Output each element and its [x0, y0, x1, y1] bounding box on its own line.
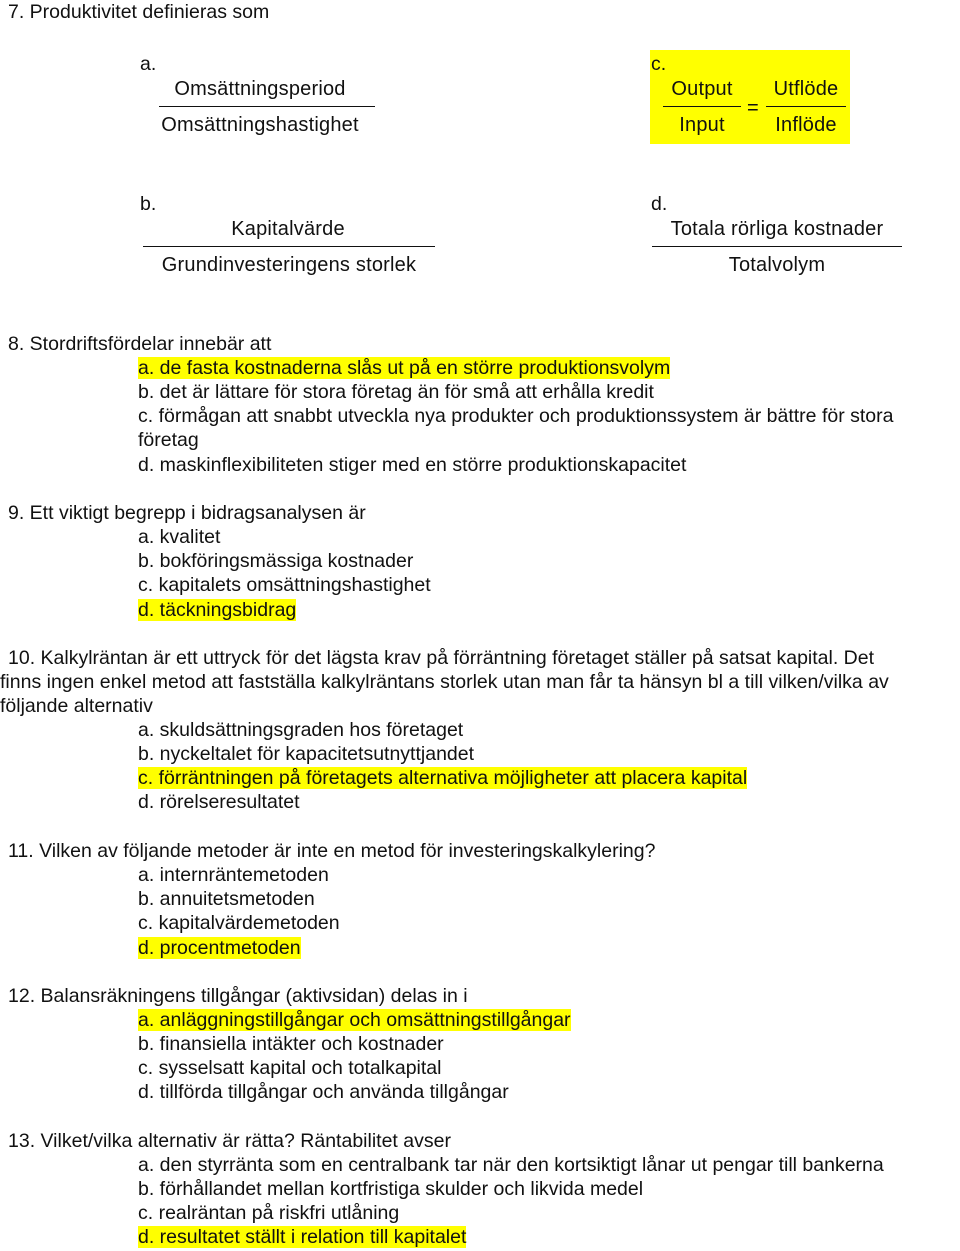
q7-stem: 7. Produktivitet definieras som	[8, 1, 270, 23]
q10-stem-line-1: 10. Kalkylräntan är ett uttryck för det lägsta krav på förräntning företaget ställer på satsat kapital. Det	[8, 647, 875, 669]
q8-option-b: b. det är lättare för stora företag än för små att erhålla kredit	[138, 381, 654, 403]
fraction-bar	[652, 246, 902, 247]
q13-option-c: c. realräntan på riskfri utlåning	[138, 1202, 400, 1224]
q7-b-numerator: Kapitalvärde	[231, 218, 345, 240]
q10-stem-line-3: följande alternativ	[0, 695, 153, 717]
q13-option-a: a. den styrränta som en centralbank tar när den kortsiktigt lånar ut pengar till bankerna	[138, 1154, 884, 1176]
q11-option-a: a. internräntemetoden	[138, 864, 329, 886]
q13-option-d	[138, 1225, 466, 1249]
q8-stem: 8. Stordriftsfördelar innebär att	[8, 333, 272, 355]
answer-highlight: d. procentmetoden	[138, 937, 301, 959]
q12-option-c: c. sysselsatt kapital och totalkapital	[138, 1057, 442, 1079]
fraction-bar	[766, 106, 846, 107]
q7-option-a-label: a.	[140, 53, 157, 75]
q10-option-c	[138, 766, 747, 790]
fraction-bar	[159, 106, 375, 107]
q13-option-b: b. förhållandet mellan kortfristiga skulder och likvida medel	[138, 1178, 644, 1200]
q7-option-a-fraction	[143, 74, 377, 140]
q11-option-c: c. kapitalvärdemetoden	[138, 912, 340, 934]
q9-option-a: a. kvalitet	[138, 526, 221, 548]
answer-highlight: a. de fasta kostnaderna slås ut på en större produktionsvolym	[138, 357, 671, 379]
q10-option-d: d. rörelseresultatet	[138, 791, 300, 813]
q9-option-c: c. kapitalets omsättningshastighet	[138, 574, 431, 596]
q13-stem: 13. Vilket/vilka alternativ är rätta? Räntabilitet avser	[8, 1130, 451, 1152]
q7-option-b-label: b.	[140, 193, 157, 215]
q8-option-c: c. förmågan att snabbt utveckla nya produkter och produktionssystem är bättre för stora	[138, 405, 894, 427]
answer-highlight: a. anläggningstillgångar och omsättningstillgångar	[138, 1009, 571, 1031]
q7-option-c-label: c.	[651, 53, 667, 75]
q7-c-denominator-2: Inflöde	[775, 114, 837, 136]
q7-b-denominator: Grundinvesteringens storlek	[161, 254, 417, 276]
q11-stem: 11. Vilken av följande metoder är inte en metod för investeringskalkylering?	[8, 840, 656, 862]
answer-highlight: d. resultatet ställt i relation till kapitalet	[138, 1226, 467, 1248]
q7-option-c-fraction-2	[766, 74, 846, 140]
q9-option-b: b. bokföringsmässiga kostnader	[138, 550, 414, 572]
q7-d-denominator: Totalvolym	[728, 254, 826, 276]
q9-stem: 9. Ett viktigt begrepp i bidragsanalysen är	[8, 502, 366, 524]
q7-option-c-fraction-1	[663, 74, 741, 140]
q10-stem-line-2: finns ingen enkel metod att fastställa kalkylräntans storlek utan man får ta hänsyn bl a till vilken/vilka av	[0, 671, 889, 693]
q7-a-denominator: Omsättningshastighet	[161, 114, 359, 136]
q12-option-d: d. tillförda tillgångar och använda tillgångar	[138, 1081, 509, 1103]
q7-d-numerator: Totala rörliga kostnader	[670, 218, 884, 240]
q7-a-numerator: Omsättningsperiod	[174, 78, 346, 100]
q12-stem: 12. Balansräkningens tillgångar (aktivsidan) delas in i	[8, 985, 468, 1007]
q7-c-denominator-1: Input	[679, 114, 725, 136]
q8-option-c-continuation: företag	[138, 429, 199, 451]
fraction-bar	[663, 106, 741, 107]
q10-option-a: a. skuldsättningsgraden hos företaget	[138, 719, 464, 741]
q7-c-numerator-1: Output	[671, 78, 733, 100]
q12-option-b: b. finansiella intäkter och kostnader	[138, 1033, 444, 1055]
fraction-bar	[143, 246, 435, 247]
answer-highlight: d. täckningsbidrag	[138, 599, 297, 621]
q7-c-numerator-2: Utflöde	[773, 78, 839, 100]
q11-option-d	[138, 936, 301, 960]
q9-option-d	[138, 598, 296, 622]
q8-option-d: d. maskinflexibiliteten stiger med en större produktionskapacitet	[138, 454, 687, 476]
answer-highlight: c. förräntningen på företagets alternativa möjligheter att placera kapital	[138, 767, 748, 789]
q7-option-d-label: d.	[651, 193, 668, 215]
q10-option-b: b. nyckeltalet för kapacitetsutnyttjandet	[138, 743, 475, 765]
q7-c-equals: =	[747, 97, 759, 119]
q12-option-a	[138, 1008, 571, 1032]
q7-option-b-fraction	[143, 214, 435, 280]
q11-option-b: b. annuitetsmetoden	[138, 888, 315, 910]
q8-option-a	[138, 356, 670, 380]
q7-option-d-fraction	[652, 214, 902, 280]
